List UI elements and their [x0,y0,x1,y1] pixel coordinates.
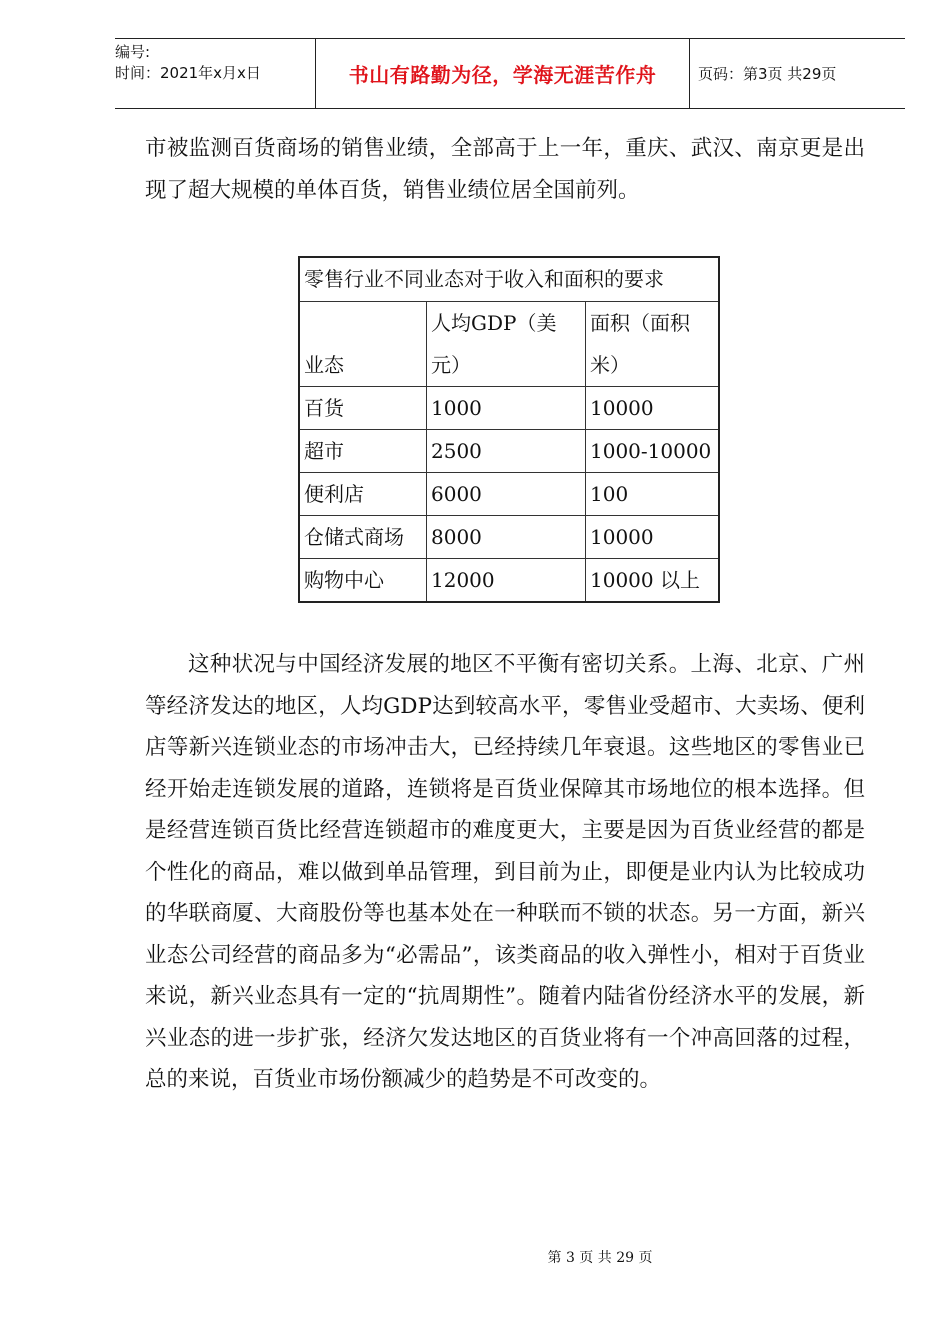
document-time-label: 时间：2021年x月x日 [115,64,261,82]
header-page-number: 页码：第3页 共29页 [698,65,837,83]
table-cell: 10000 [586,387,720,430]
table-cell: 便利店 [299,473,427,516]
table-cell: 仓储式商场 [299,516,427,559]
table-cell: 1000-10000 [586,430,720,473]
document-number-label: 编号: [115,43,151,61]
table-row [299,516,719,559]
body-paragraph-2: 这种状况与中国经济发展的地区不平衡有密切关系。上海、北京、广州等经济发达的地区，人均GDP达到较高水平，零售业受超市、大卖场、便利店等新兴连锁业态的市场冲击大，已经持续几年衰退。这些地区的零售业已经开始走连锁发展的道路，连锁将是百货业保障其市场地位的根本选择。但是经营连锁百货比经营连锁超市的难度更大，主要是因为百货业经营的都是个性化的商品，难以做到单品管理，到目前为止，即便是业内认为比较成功的华联商厦、大商股份等也基本处在一种联而不锁的状态。另一方面，新兴业态公司经营的商品多为“必需品”，该类商品的收入弹性小，相对于百货业来说，新兴业态具有一定的“抗周期性”。随着内陆省份经济水平的发展，新兴业态的进一步扩张，经济欠发达地区的百货业将有一个冲高回落的过程，总的来说，百货业市场份额减少的趋势是不可改变的。 [145,652,865,1092]
body-paragraph-1: 市被监测百货商场的销售业绩，全部高于上一年，重庆、武汉、南京更是出现了超大规模的单体百货，销售业绩位居全国前列。 [145,136,865,203]
retail-format-table [298,256,720,603]
table-cell: 10000 以上 [586,559,720,603]
table-cell: 购物中心 [299,559,427,603]
table-header-gdp: 人均GDP（美元） [427,302,586,387]
table-cell: 6000 [427,473,586,516]
table-cell: 2500 [427,430,586,473]
table-cell: 8000 [427,516,586,559]
table-cell: 100 [586,473,720,516]
table-header-format: 业态 [299,302,427,387]
table-cell: 10000 [586,516,720,559]
table-row [299,430,719,473]
table-row [299,559,719,603]
table-cell: 1000 [427,387,586,430]
table-caption: 零售行业不同业态对于收入和面积的要求 [299,257,719,302]
page-header [115,38,905,109]
table-cell: 12000 [427,559,586,603]
page-footer: 第 3 页 共 29 页 [547,1250,653,1266]
header-meta [115,39,315,108]
table-row [299,473,719,516]
table-cell: 百货 [299,387,427,430]
table-row [299,387,719,430]
table-cell: 超市 [299,430,427,473]
header-motto: 书山有路勤为径，学海无涯苦作舟 [315,39,690,108]
table-header-area: 面积（面积米） [586,302,720,387]
